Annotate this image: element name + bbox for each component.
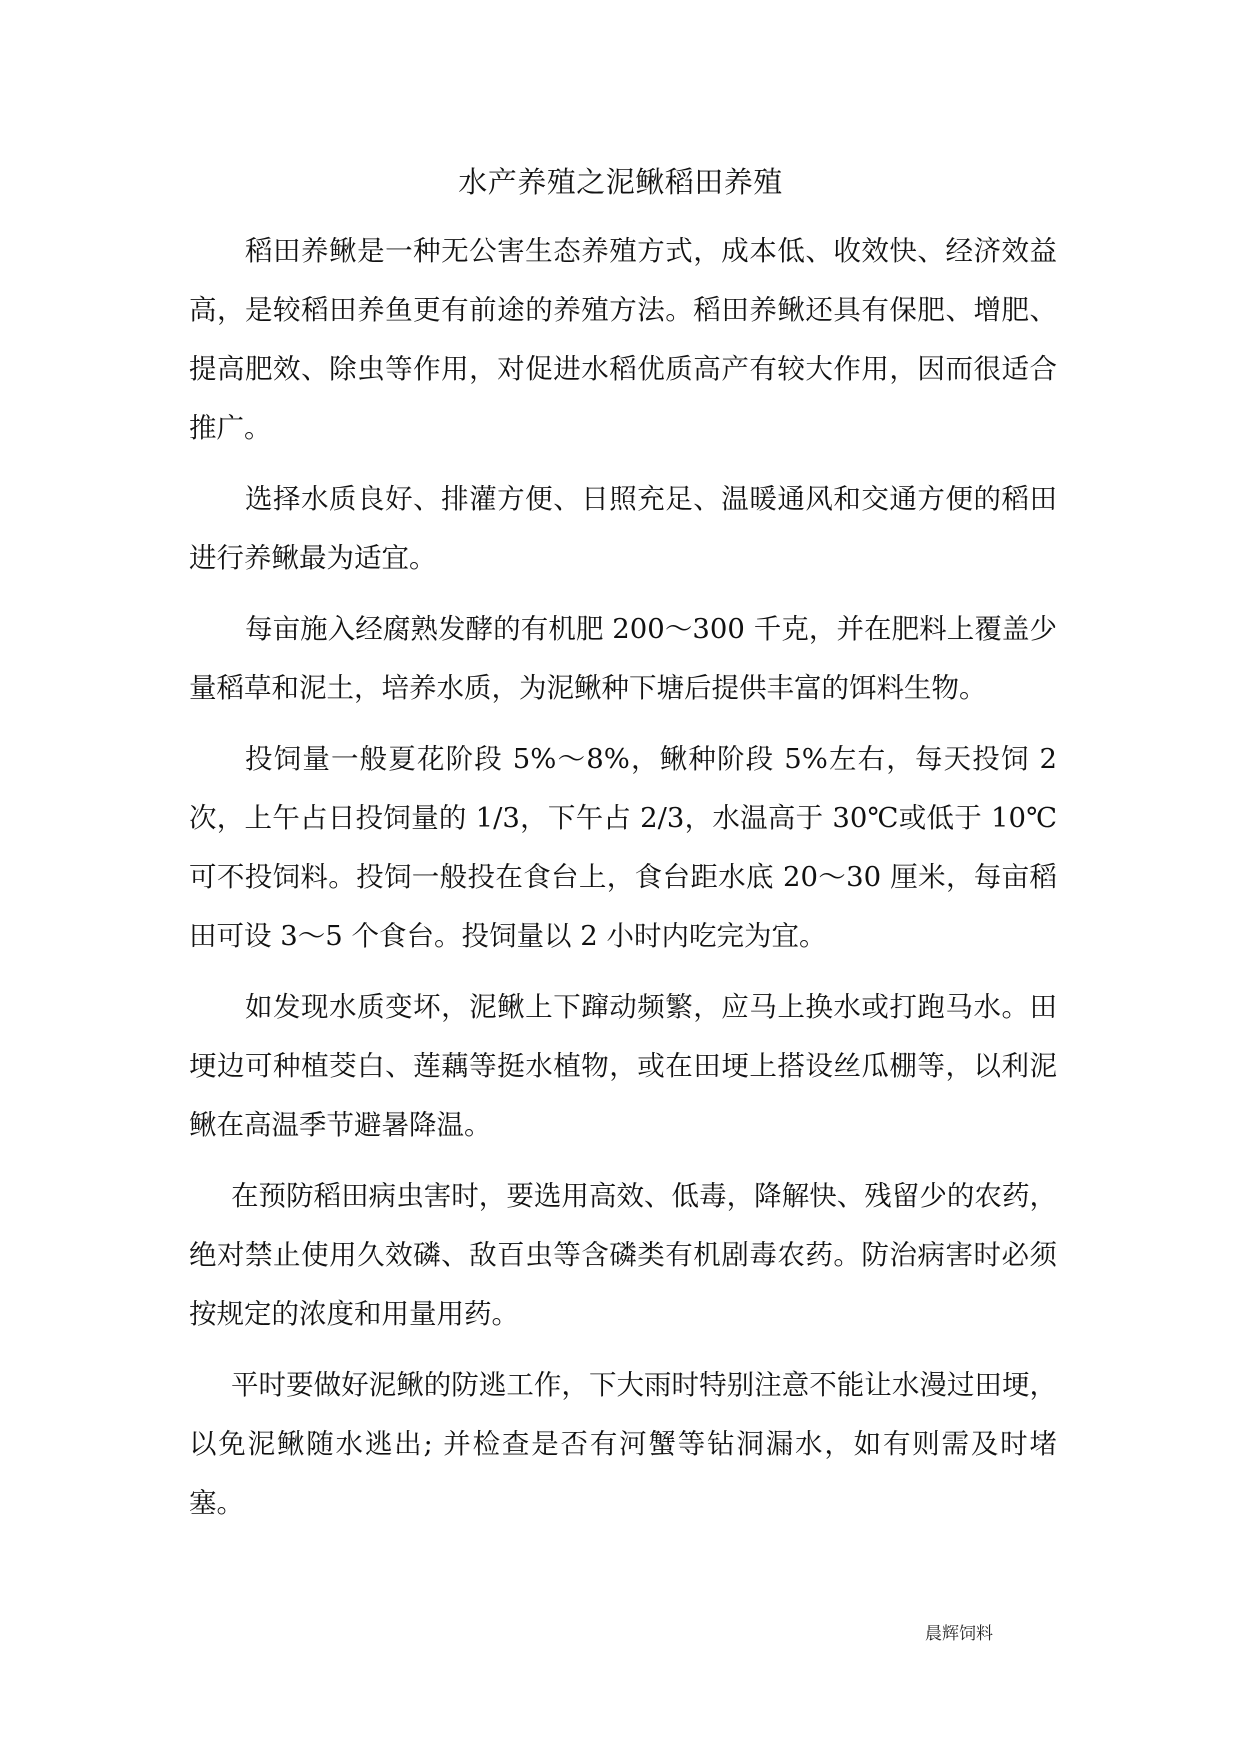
paragraph-feeding: 投饲量一般夏花阶段 5%～8%，鳅种阶段 5%左右，每天投饲 2 次，上午占日投饲量的 1/3，下午占 2/3，水温高于 30℃或低于 10℃可不投饲料。投饲一般投在食台上，食台距水底 20～30 厘米，每亩稻田可设 3～5 个食台。投饲量以 2 小时内吃完为宜。 [189, 743, 1057, 952]
paragraph-water-quality: 如发现水质变坏，泥鳅上下蹿动频繁，应马上换水或打跑马水。田埂边可种植茭白、莲藕等挺水植物，或在田埂上搭设丝瓜棚等，以利泥鳅在高温季节避暑降温。 [189, 991, 1057, 1141]
paragraph-fertilizer: 每亩施入经腐熟发酵的有机肥 200～300 千克，并在肥料上覆盖少量稻草和泥土，培养水质，为泥鳅种下塘后提供丰富的饵料生物。 [189, 613, 1057, 704]
paragraph-site-selection: 选择水质良好、排灌方便、日照充足、温暖通风和交通方便的稻田进行养鳅最为适宜。 [189, 483, 1057, 574]
footer-company: 晨辉饲料 [925, 1624, 993, 1644]
document-body [189, 222, 1057, 1545]
document-title: 水产养殖之泥鳅稻田养殖 [458, 165, 783, 199]
paragraph-pest-control: 在预防稻田病虫害时，要选用高效、低毒，降解快、残留少的农药，绝对禁止使用久效磷、敌百虫等含磷类有机剧毒农药。防治病害时必须按规定的浓度和用量用药。 [189, 1180, 1057, 1330]
paragraph-intro: 稻田养鳅是一种无公害生态养殖方式，成本低、收效快、经济效益高，是较稻田养鱼更有前途的养殖方法。稻田养鳅还具有保肥、增肥、提高肥效、除虫等作用，对促进水稻优质高产有较大作用，因而很适合推广。 [189, 235, 1057, 444]
paragraph-escape-prevention: 平时要做好泥鳅的防逃工作，下大雨时特别注意不能让水漫过田埂，以免泥鳅随水逃出; 并检查是否有河蟹等钻洞漏水，如有则需及时堵塞。 [189, 1369, 1057, 1519]
